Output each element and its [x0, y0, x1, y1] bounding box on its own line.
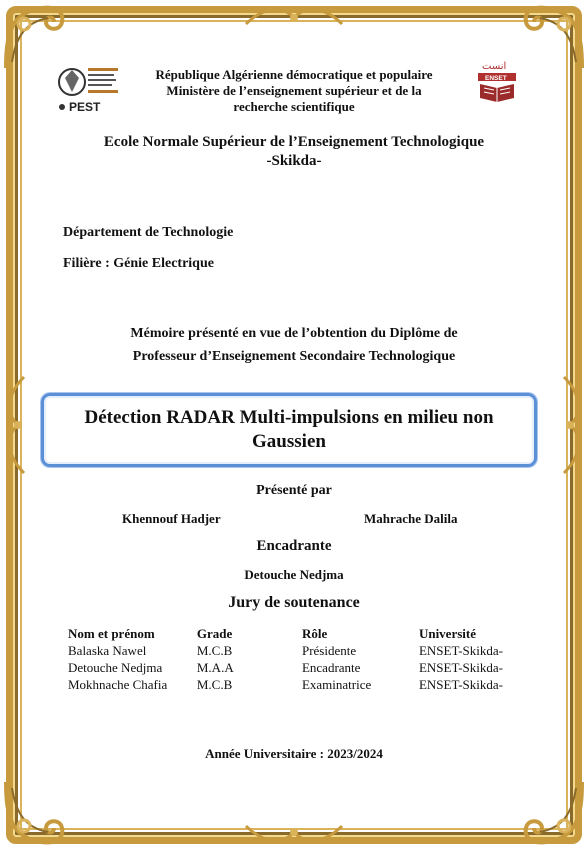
school-line: Ecole Normale Supérieur de l’Enseignement Technologique — [103, 134, 485, 150]
table-cell: Examinatrice — [301, 677, 372, 692]
header-institution — [122, 67, 466, 115]
column-header: Nom et prénom — [68, 626, 155, 641]
thesis-title-2: Gaussien — [252, 431, 326, 452]
school-city: -Skikda- — [266, 153, 322, 169]
table-cell: M.C.B — [196, 643, 233, 658]
table-cell: M.A.A — [196, 660, 234, 675]
school-name — [60, 133, 528, 171]
table-cell: Mokhnache Chafia — [68, 677, 168, 692]
table-cell: Detouche Nedjma — [68, 660, 163, 675]
republic-line: République Algérienne démocratique et populaire — [155, 67, 433, 82]
thesis-title-box — [41, 393, 537, 467]
table-cell: Présidente — [301, 643, 357, 658]
bottom-ornament-icon — [244, 822, 344, 846]
corner-ornament-icon — [2, 778, 72, 848]
supervisor-label: Encadrante — [256, 538, 332, 554]
svg-text:ENSET: ENSET — [485, 75, 507, 82]
academic-year: Année Universitaire : 2023/2024 — [205, 746, 383, 761]
table-row — [68, 676, 528, 693]
table-row — [68, 659, 528, 676]
enset-logo — [474, 58, 520, 108]
left-ornament-icon — [4, 375, 28, 475]
thesis-title: Détection RADAR Multi-impulsions en milieu non — [84, 407, 494, 428]
author-name: Khennouf Hadjer — [122, 511, 221, 526]
jury-header-row — [68, 625, 528, 642]
supervisor-name: Detouche Nedjma — [244, 567, 344, 582]
author-name: Mahrache Dalila — [364, 511, 458, 526]
jury-table — [68, 625, 528, 693]
table-cell: Encadrante — [301, 660, 361, 675]
department-label: Département de Technologie — [63, 225, 234, 240]
memoire-line: Mémoire présenté en vue de l’obtention du Diplôme de — [130, 326, 458, 341]
filiere-label: Filière : Génie Electrique — [63, 256, 214, 271]
table-cell: ENSET-Skikda- — [418, 677, 503, 692]
column-header: Université — [418, 626, 476, 641]
memoire-description — [60, 322, 528, 368]
corner-ornament-icon — [516, 2, 586, 72]
svg-text:ﺍﻧﺴﺖ: ﺍﻧﺴﺖ — [482, 61, 507, 72]
pest-logo — [56, 60, 122, 116]
ministry-line: Ministère de l’enseignement supérieur et de la — [166, 83, 422, 98]
table-cell: Balaska Nawel — [68, 643, 147, 658]
presented-by-label: Présenté par — [256, 483, 332, 498]
jury-label: Jury de soutenance — [228, 594, 360, 611]
ministry-line-2: recherche scientifique — [233, 99, 355, 114]
right-ornament-icon — [560, 375, 584, 475]
table-cell: ENSET-Skikda- — [418, 643, 503, 658]
memoire-line-2: Professeur d’Enseignement Secondaire Technologique — [132, 349, 456, 364]
column-header: Rôle — [301, 626, 328, 641]
table-cell: ENSET-Skikda- — [418, 660, 503, 675]
column-header: Grade — [196, 626, 233, 641]
corner-ornament-icon — [516, 778, 586, 848]
top-ornament-icon — [244, 4, 344, 28]
svg-text:PEST: PEST — [69, 100, 101, 114]
table-cell: M.C.B — [196, 677, 233, 692]
table-row — [68, 642, 528, 659]
